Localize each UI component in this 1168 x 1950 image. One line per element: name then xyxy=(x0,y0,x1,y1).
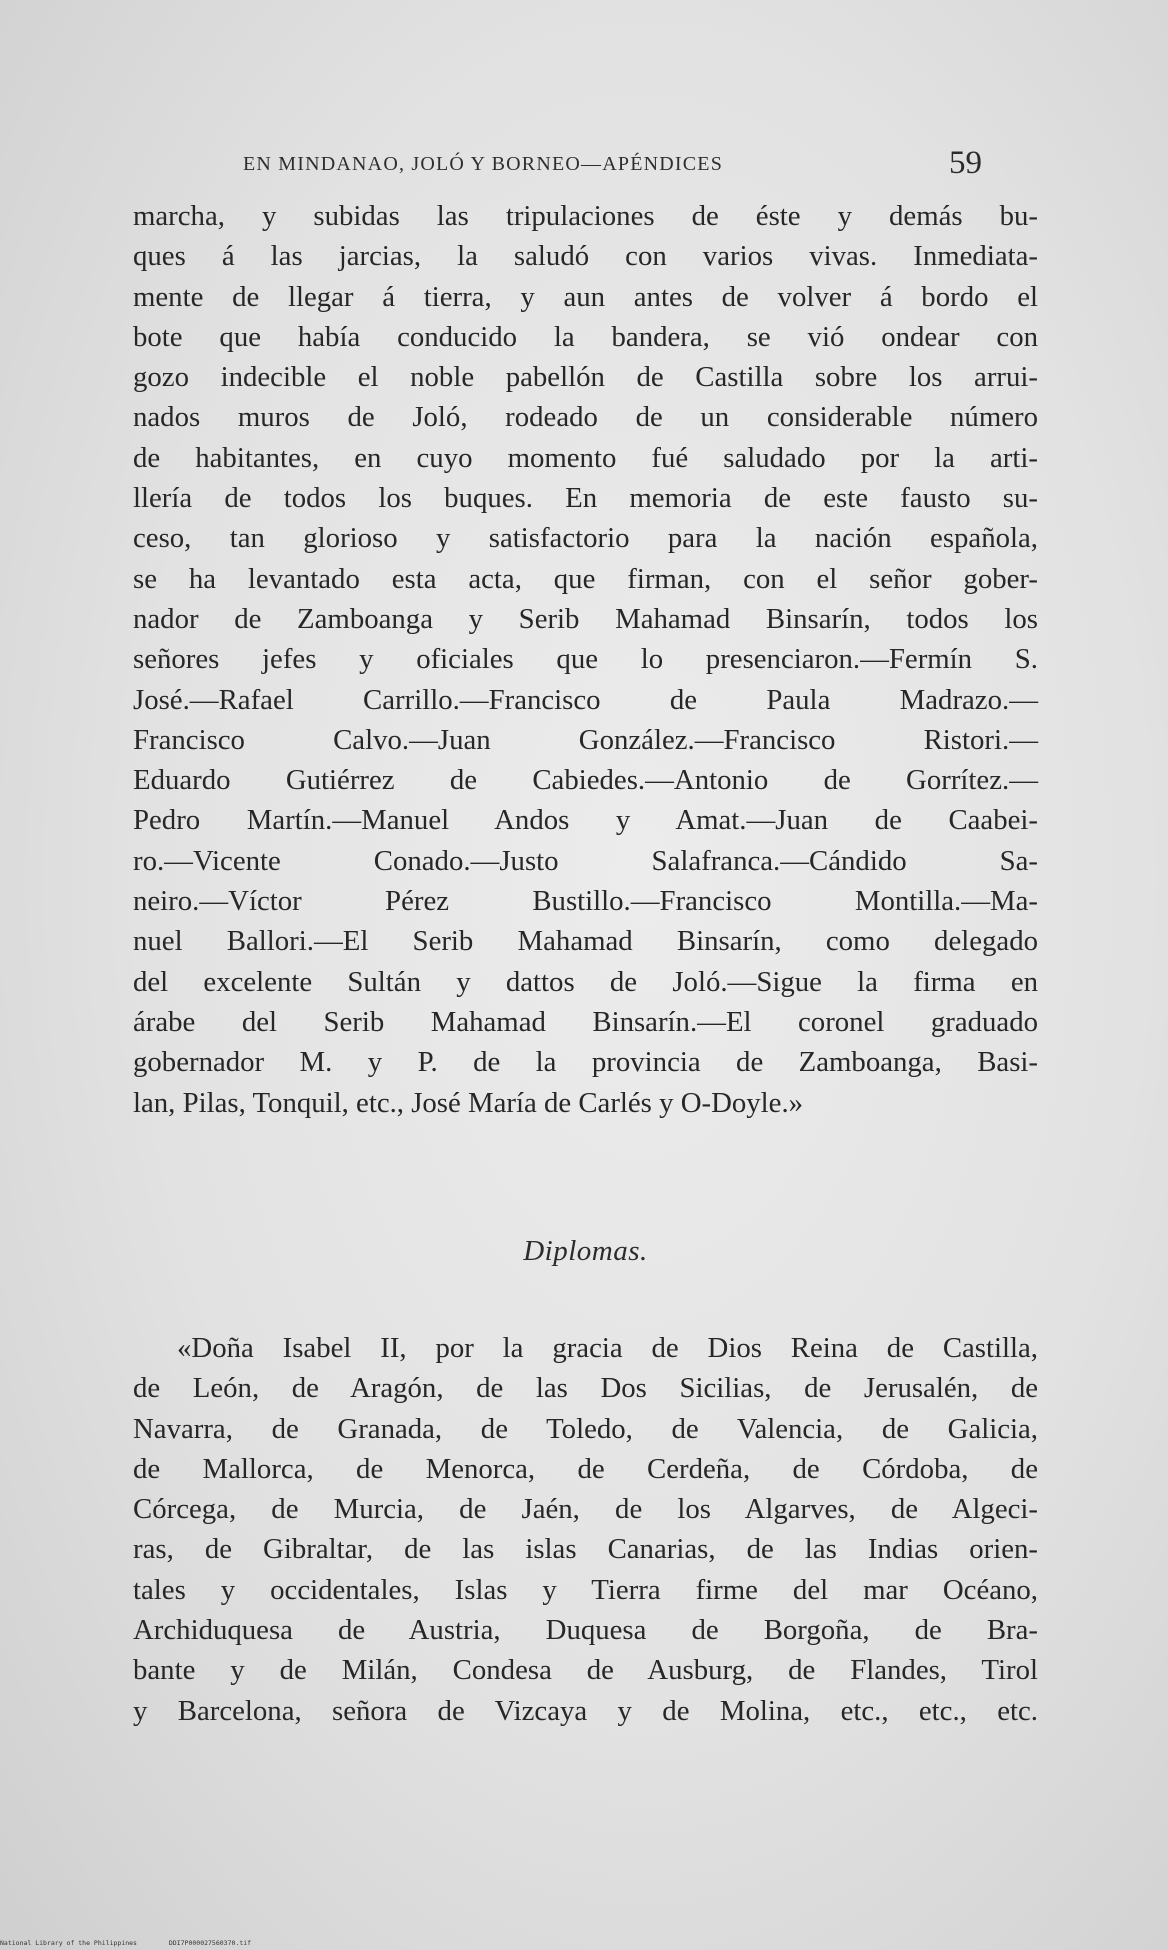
text-line: ro.—Vicente Conado.—Justo Salafranca.—Cándido Sa- xyxy=(133,844,1038,877)
text-line: gobernador M. y P. de la provincia de Zamboanga, Basi- xyxy=(133,1046,1038,1079)
text-line: ques á las jarcias, la saludó con varios vivas. Inmediata- xyxy=(133,240,1038,273)
text-line: y Barcelona, señora de Vizcaya y de Molina, etc., etc., etc. xyxy=(133,1694,1038,1727)
text-line: Francisco Calvo.—Juan González.—Francisco Ristori.— xyxy=(133,723,1038,756)
text-line: neiro.—Víctor Pérez Bustillo.—Francisco Montilla.—Ma- xyxy=(133,885,1038,918)
text-line: de León, de Aragón, de las Dos Sicilias, de Jerusalén, de xyxy=(133,1372,1038,1405)
text-line: señores jefes y oficiales que lo presenciaron.—Fermín S. xyxy=(133,643,1038,676)
text-line: de habitantes, en cuyo momento fué saludado por la arti- xyxy=(133,441,1038,474)
section-heading: Diplomas. xyxy=(523,1235,648,1267)
text-line: de Mallorca, de Menorca, de Cerdeña, de Córdoba, de xyxy=(133,1452,1038,1485)
text-line: ceso, tan glorioso y satisfactorio para la nación española, xyxy=(133,522,1038,555)
text-line: nador de Zamboanga y Serib Mahamad Binsarín, todos los xyxy=(133,602,1038,635)
text-line: gozo indecible el noble pabellón de Castilla sobre los arrui- xyxy=(133,361,1038,394)
text-line: del excelente Sultán y dattos de Joló.—Sigue la firma en xyxy=(133,965,1038,998)
text-line: llería de todos los buques. En memoria de este fausto su- xyxy=(133,482,1038,515)
text-line: «Doña Isabel II, por la gracia de Dios Reina de Castilla, xyxy=(177,1332,1038,1364)
text-line: árabe del Serib Mahamad Binsarín.—El coronel graduado xyxy=(133,1005,1038,1038)
running-title: EN MINDANAO, JOLÓ Y BORNEO—APÉNDICES xyxy=(243,153,724,175)
text-line: Eduardo Gutiérrez de Cabiedes.—Antonio de Gorrítez.— xyxy=(133,764,1038,797)
text-line: Navarra, de Granada, de Toledo, de Valencia, de Galicia, xyxy=(133,1412,1038,1445)
text-line: lan, Pilas, Tonquil, etc., José María de Carlés y O-Doyle.» xyxy=(133,1086,804,1119)
text-line: José.—Rafael Carrillo.—Francisco de Paula Madrazo.— xyxy=(133,683,1038,716)
text-line: Pedro Martín.—Manuel Andos y Amat.—Juan de Caabei- xyxy=(133,804,1038,837)
page-number: 59 xyxy=(949,145,982,181)
text-line: tales y occidentales, Islas y Tierra firme del mar Océano, xyxy=(133,1573,1038,1606)
footer-file-id: DDI7P000027560370.tif xyxy=(168,1939,252,1947)
text-line: se ha levantado esta acta, que firman, con el señor gober- xyxy=(133,562,1038,595)
text-line: Córcega, de Murcia, de Jaén, de los Algarves, de Algeci- xyxy=(133,1493,1038,1526)
text-line: mente de llegar á tierra, y aun antes de volver á bordo el xyxy=(133,280,1038,313)
text-line: marcha, y subidas las tripulaciones de éste y demás bu- xyxy=(133,200,1038,232)
scan-footer xyxy=(0,1936,700,1950)
text-line: bote que había conducido la bandera, se vió ondear con xyxy=(133,320,1038,353)
text-line: nuel Ballori.—El Serib Mahamad Binsarín, como delegado xyxy=(133,925,1038,958)
text-line: bante y de Milán, Condesa de Ausburg, de Flandes, Tirol xyxy=(133,1654,1038,1687)
footer-library: National Library of the Philippines xyxy=(0,1939,137,1947)
text-line: ras, de Gibraltar, de las islas Canarias, de las Indias orien- xyxy=(133,1533,1038,1566)
diploma-paragraph xyxy=(133,1328,1038,1731)
text-line: Archiduquesa de Austria, Duquesa de Borgoña, de Bra- xyxy=(133,1614,1038,1647)
body-paragraph xyxy=(133,196,1038,1123)
running-head xyxy=(243,145,1023,185)
text-line: nados muros de Joló, rodeado de un considerable número xyxy=(133,401,1038,434)
